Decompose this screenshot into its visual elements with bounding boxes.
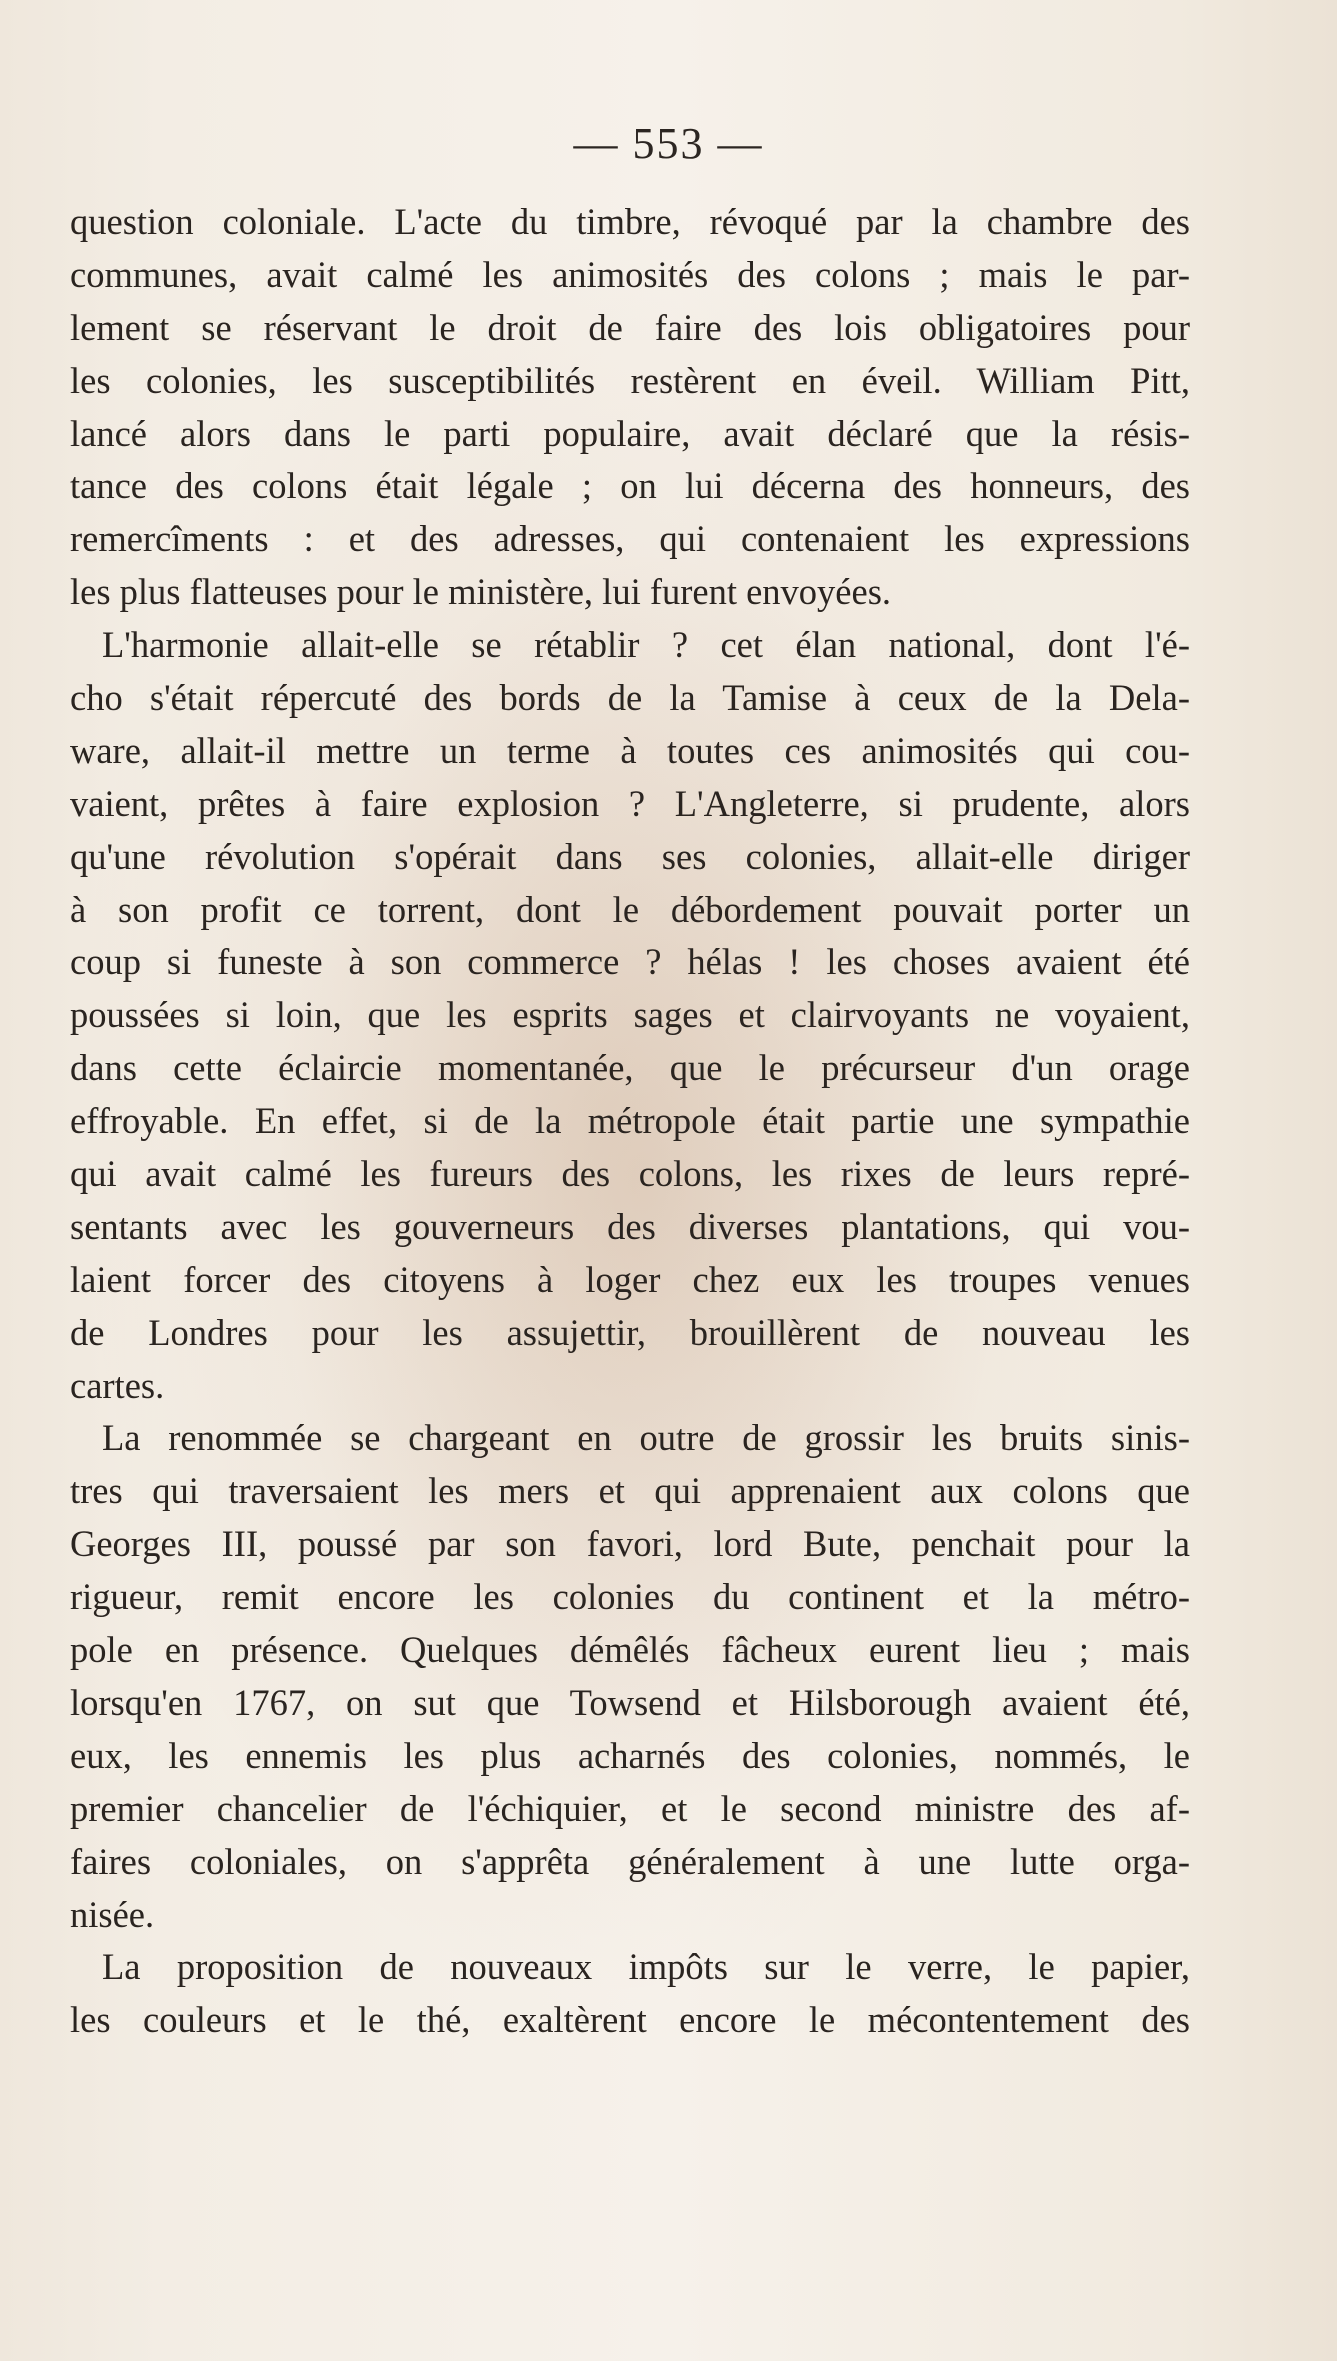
text-line: effroyable. En effet, si de la métropole était partie une sympathie bbox=[70, 1100, 1190, 1142]
text-line: faires coloniales, on s'apprêta généralement à une lutte orga- bbox=[70, 1840, 1190, 1882]
text-line: La proposition de nouveaux impôts sur le verre, le papier, bbox=[102, 1946, 1190, 1988]
text-line: rigueur, remit encore les colonies du continent et la métro- bbox=[70, 1576, 1190, 1618]
text-line: premier chancelier de l'échiquier, et le second ministre des af- bbox=[70, 1787, 1190, 1829]
text-line: remercîments : et des adresses, qui contenaient les expressions bbox=[70, 518, 1190, 560]
text-line: coup si funeste à son commerce ? hélas ! les choses avaient été bbox=[70, 941, 1190, 983]
text-line: laient forcer des citoyens à loger chez eux les troupes venues bbox=[70, 1258, 1190, 1300]
text-line: pole en présence. Quelques démêlés fâcheux eurent lieu ; mais bbox=[70, 1629, 1190, 1671]
text-line: qui avait calmé les fureurs des colons, les rixes de leurs repré- bbox=[70, 1153, 1190, 1195]
text-line: question coloniale. L'acte du timbre, révoqué par la chambre des bbox=[70, 201, 1190, 242]
text-line: lement se réservant le droit de faire des lois obligatoires pour bbox=[70, 306, 1190, 348]
text-line: Georges III, poussé par son favori, lord Bute, penchait pour la bbox=[70, 1523, 1190, 1565]
text-line: eux, les ennemis les plus acharnés des colonies, nommés, le bbox=[70, 1734, 1190, 1776]
text-line: les couleurs et le thé, exaltèrent encore le mécontentement des bbox=[70, 1999, 1190, 2041]
page-number: — 553 — bbox=[573, 119, 764, 168]
text-line: tres qui traversaient les mers et qui apprenaient aux colons que bbox=[70, 1470, 1190, 1512]
text-line: qu'une révolution s'opérait dans ses colonies, allait-elle diriger bbox=[70, 835, 1190, 877]
text-line: cho s'était répercuté des bords de la Tamise à ceux de la Dela- bbox=[70, 677, 1190, 719]
text-line: à son profit ce torrent, dont le débordement pouvait porter un bbox=[70, 888, 1190, 930]
text-line: cartes. bbox=[70, 1364, 165, 1406]
body-text bbox=[70, 196, 1190, 2047]
text-line: lorsqu'en 1767, on sut que Towsend et Hilsborough avaient été, bbox=[70, 1681, 1190, 1723]
text-line: tance des colons était légale ; on lui décerna des honneurs, des bbox=[70, 465, 1190, 507]
text-line: poussées si loin, que les esprits sages et clairvoyants ne voyaient, bbox=[70, 994, 1190, 1036]
text-line: La renommée se chargeant en outre de grossir les bruits sinis- bbox=[102, 1417, 1190, 1459]
text-line: lancé alors dans le parti populaire, avait déclaré que la résis- bbox=[70, 412, 1190, 454]
text-line: les colonies, les susceptibilités restèrent en éveil. William Pitt, bbox=[70, 359, 1190, 401]
text-line: dans cette éclaircie momentanée, que le précurseur d'un orage bbox=[70, 1047, 1190, 1089]
text-line: sentants avec les gouverneurs des diverses plantations, qui vou- bbox=[70, 1205, 1190, 1247]
text-line: de Londres pour les assujettir, brouillèrent de nouveau les bbox=[70, 1311, 1190, 1353]
text-line: nisée. bbox=[70, 1893, 155, 1935]
text-line: vaient, prêtes à faire explosion ? L'Angleterre, si prudente, alors bbox=[70, 782, 1190, 824]
text-line: ware, allait-il mettre un terme à toutes ces animosités qui cou- bbox=[70, 729, 1190, 771]
text-line: L'harmonie allait-elle se rétablir ? cet élan national, dont l'é- bbox=[102, 624, 1190, 666]
text-line: communes, avait calmé les animosités des colons ; mais le par- bbox=[70, 253, 1190, 295]
text-line: les plus flatteuses pour le ministère, lui furent envoyées. bbox=[70, 571, 892, 613]
